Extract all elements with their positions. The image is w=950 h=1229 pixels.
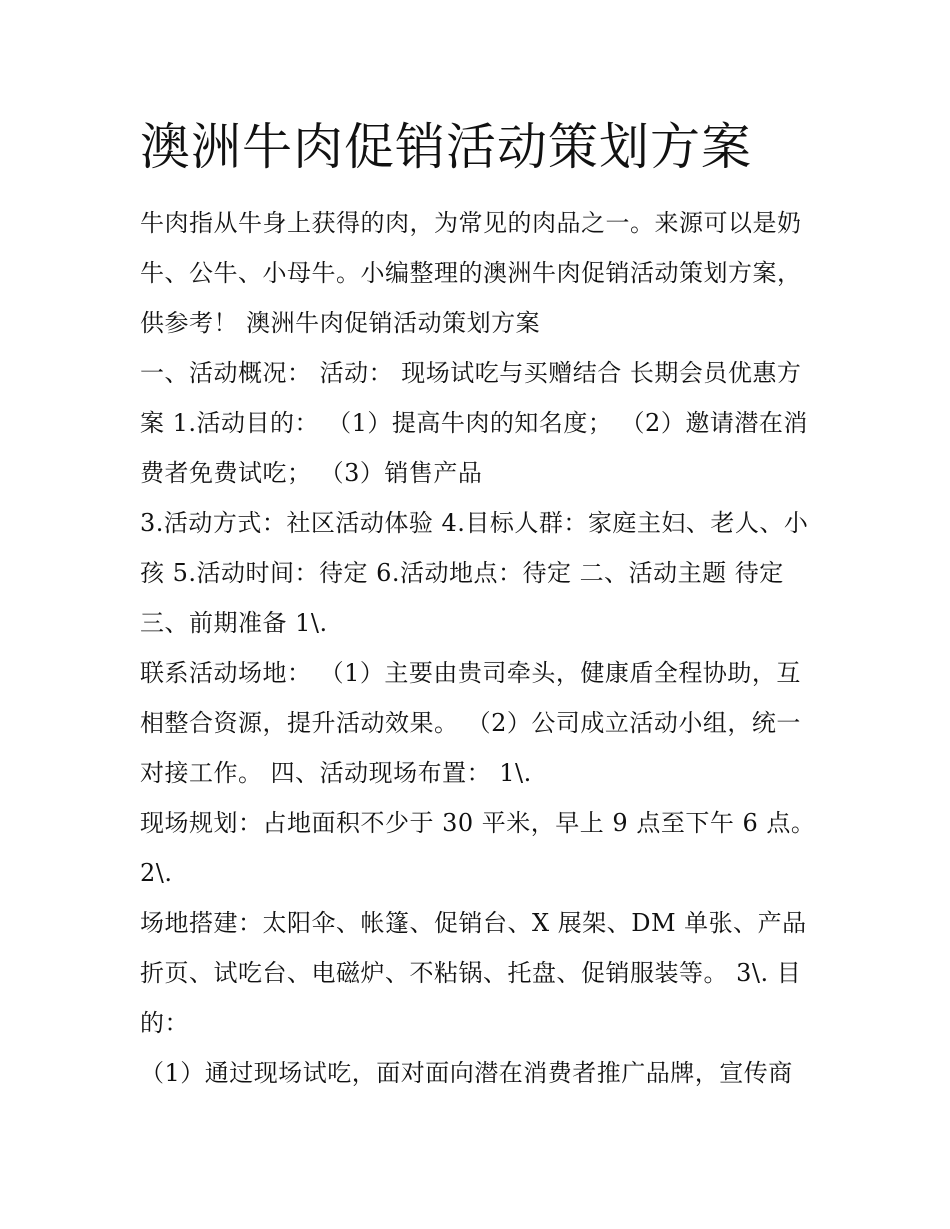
text-line: 折页、试吃台、电磁炉、不粘锅、托盘、促销服装等。 3\. 目	[140, 959, 802, 987]
text-line: 现场规划：占地面积不少于 30 平米，早上 9 点至下午 6 点。	[140, 809, 816, 837]
text-line: 的：	[140, 1009, 189, 1037]
text-line: 2\.	[140, 859, 173, 887]
text-line: 供参考！ 澳洲牛肉促销活动策划方案	[140, 309, 541, 337]
text-line: 一、活动概况： 活动： 现场试吃与买赠结合 长期会员优惠方	[140, 359, 802, 387]
text-line: （1）通过现场试吃，面对面向潜在消费者推广品牌，宣传商	[140, 1059, 793, 1087]
text-line: 孩 5.活动时间：待定 6.活动地点：待定 二、活动主题 待定	[140, 559, 784, 587]
document-body	[140, 198, 820, 1098]
text-line: 场地搭建：太阳伞、帐篷、促销台、X 展架、DM 单张、产品	[140, 909, 807, 937]
text-line: 对接工作。 四、活动现场布置： 1\.	[140, 759, 532, 787]
text-line: 3.活动方式：社区活动体验 4.目标人群：家庭主妇、老人、小	[140, 509, 809, 537]
text-line: 三、前期准备 1\.	[140, 609, 328, 637]
text-line: 牛、公牛、小母牛。小编整理的澳洲牛肉促销活动策划方案，	[140, 259, 802, 287]
text-line: 牛肉指从牛身上获得的肉，为常见的肉品之一。来源可以是奶	[140, 209, 802, 237]
document-title: 澳洲牛肉促销活动策划方案	[140, 118, 752, 176]
text-line: 案 1.活动目的： （1）提高牛肉的知名度； （2）邀请潜在消	[140, 409, 808, 437]
text-line: 联系活动场地： （1）主要由贵司牵头，健康盾全程协助，互	[140, 659, 801, 687]
text-line: 相整合资源，提升活动效果。 （2）公司成立活动小组，统一	[140, 709, 801, 737]
text-line: 费者免费试吃； （3）销售产品	[140, 459, 483, 487]
